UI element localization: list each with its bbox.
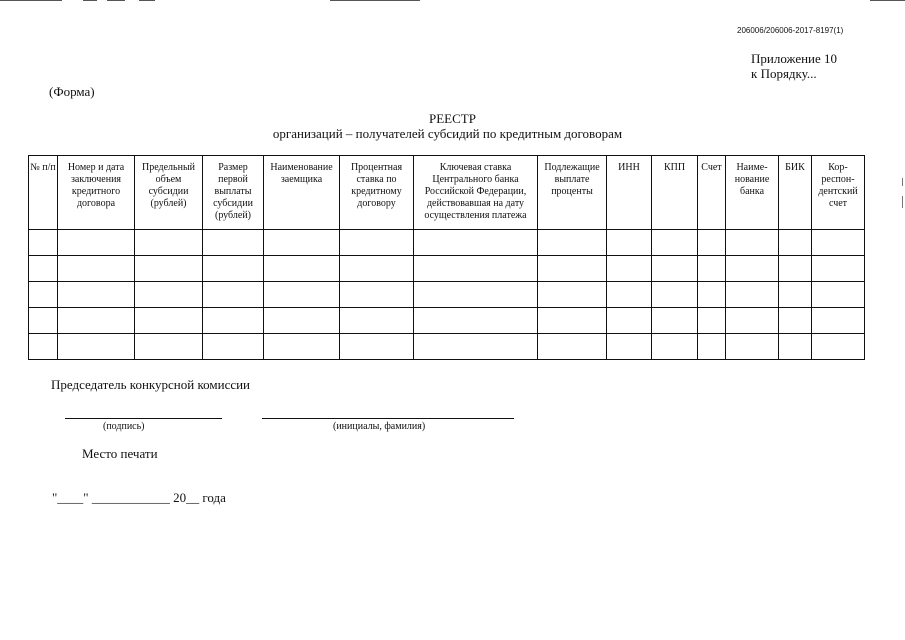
- signature-line: [65, 418, 222, 419]
- table-cell: [203, 230, 264, 256]
- table-cell: [203, 256, 264, 282]
- document-title-block: [0, 111, 905, 141]
- table-cell: [652, 282, 698, 308]
- table-cell: [414, 230, 538, 256]
- chairman-label: Председатель конкурсной комиссии: [51, 377, 251, 392]
- name-line: [262, 418, 514, 419]
- table-cell: [264, 308, 340, 334]
- table-cell: [135, 308, 203, 334]
- table-cell: [607, 308, 652, 334]
- form-label: (Форма): [49, 84, 95, 99]
- table-cell: [264, 230, 340, 256]
- column-header-interest-rate: Процентная ставка по кредитному договору: [340, 156, 414, 230]
- appendix-number: Приложение 10: [751, 51, 838, 66]
- date-line: "____" ____________ 20__ года: [52, 490, 226, 505]
- table-cell: [203, 282, 264, 308]
- column-header-key-rate: Ключевая ставка Центрального банка Российской Федерации, действовавшая на дату осуществления платежа: [414, 156, 538, 230]
- column-header-borrower: Наименование заемщика: [264, 156, 340, 230]
- table-cell: [779, 282, 812, 308]
- table-cell: [58, 256, 135, 282]
- table-cell: [340, 230, 414, 256]
- table-cell: [698, 230, 726, 256]
- table-cell: [340, 256, 414, 282]
- table-cell: [414, 282, 538, 308]
- table-cell: [414, 308, 538, 334]
- table-cell: [58, 282, 135, 308]
- table-cell: [726, 334, 779, 360]
- table-cell: [538, 256, 607, 282]
- document-id-stamp: 206006/206006-2017-8197(1): [737, 26, 844, 35]
- table-cell: [726, 256, 779, 282]
- column-header-bik: БИК: [779, 156, 812, 230]
- table-cell: [135, 230, 203, 256]
- table-cell: [652, 334, 698, 360]
- table-row: [29, 308, 865, 334]
- column-header-max-subsidy: Предельный объем субсидии (рублей): [135, 156, 203, 230]
- table-cell: [812, 334, 865, 360]
- table-cell: [698, 282, 726, 308]
- document-subtitle: организаций – получателей субсидий по кредитным договорам: [272, 126, 623, 141]
- registry-table: [28, 155, 865, 360]
- table-cell: [29, 256, 58, 282]
- table-cell: [726, 308, 779, 334]
- table-cell: [698, 256, 726, 282]
- table-cell: [726, 282, 779, 308]
- table-row: [29, 256, 865, 282]
- table-cell: [607, 256, 652, 282]
- table-cell: [698, 334, 726, 360]
- table-cell: [135, 256, 203, 282]
- seal-label: Место печати: [82, 446, 158, 461]
- table-cell: [812, 308, 865, 334]
- scan-edge-mark: [902, 196, 903, 208]
- table-cell: [203, 334, 264, 360]
- document-title: РЕЕСТР: [429, 111, 476, 126]
- table-cell: [264, 334, 340, 360]
- table-cell: [538, 334, 607, 360]
- appendix-reference: [751, 51, 837, 81]
- table-cell: [538, 308, 607, 334]
- column-header-kpp: КПП: [652, 156, 698, 230]
- table-cell: [135, 282, 203, 308]
- table-cell: [58, 230, 135, 256]
- table-cell: [779, 308, 812, 334]
- table-cell: [414, 334, 538, 360]
- column-header-bank-name: Наиме-нование банка: [726, 156, 779, 230]
- table-cell: [264, 256, 340, 282]
- table-cell: [29, 282, 58, 308]
- table-cell: [652, 256, 698, 282]
- scan-edge-mark: [902, 178, 903, 186]
- table-cell: [58, 308, 135, 334]
- table-cell: [264, 282, 340, 308]
- table-cell: [812, 282, 865, 308]
- appendix-order: к Порядку...: [751, 66, 817, 81]
- table-cell: [652, 308, 698, 334]
- column-header-account: Счет: [698, 156, 726, 230]
- table-cell: [779, 334, 812, 360]
- table-cell: [340, 308, 414, 334]
- table-cell: [58, 334, 135, 360]
- signature-caption: (подпись): [103, 421, 145, 432]
- column-header-first-payment: Размер первой выплаты субсидии (рублей): [203, 156, 264, 230]
- table-cell: [607, 230, 652, 256]
- table-cell: [203, 308, 264, 334]
- table-cell: [538, 230, 607, 256]
- column-header-contract: Номер и дата заключения кредитного договора: [58, 156, 135, 230]
- table-row: [29, 334, 865, 360]
- column-header-inn: ИНН: [607, 156, 652, 230]
- column-header-corr-account: Кор-респон-дентский счет: [812, 156, 865, 230]
- table-cell: [135, 334, 203, 360]
- table-cell: [414, 256, 538, 282]
- table-cell: [812, 256, 865, 282]
- table-header-row: [29, 156, 865, 230]
- table-row: [29, 230, 865, 256]
- table-cell: [779, 256, 812, 282]
- table-cell: [340, 282, 414, 308]
- table-cell: [29, 334, 58, 360]
- table-cell: [779, 230, 812, 256]
- column-header-interest-due: Подлежащие выплате проценты: [538, 156, 607, 230]
- table-row: [29, 282, 865, 308]
- table-body: [29, 230, 865, 360]
- table-cell: [607, 334, 652, 360]
- table-cell: [340, 334, 414, 360]
- table-cell: [29, 308, 58, 334]
- table-cell: [652, 230, 698, 256]
- scan-top-edge: [0, 0, 905, 2]
- table-cell: [698, 308, 726, 334]
- table-cell: [29, 230, 58, 256]
- name-caption: (инициалы, фамилия): [333, 421, 426, 432]
- table-cell: [812, 230, 865, 256]
- table-cell: [607, 282, 652, 308]
- table-cell: [726, 230, 779, 256]
- table-cell: [538, 282, 607, 308]
- column-header-number: № п/п: [29, 156, 58, 230]
